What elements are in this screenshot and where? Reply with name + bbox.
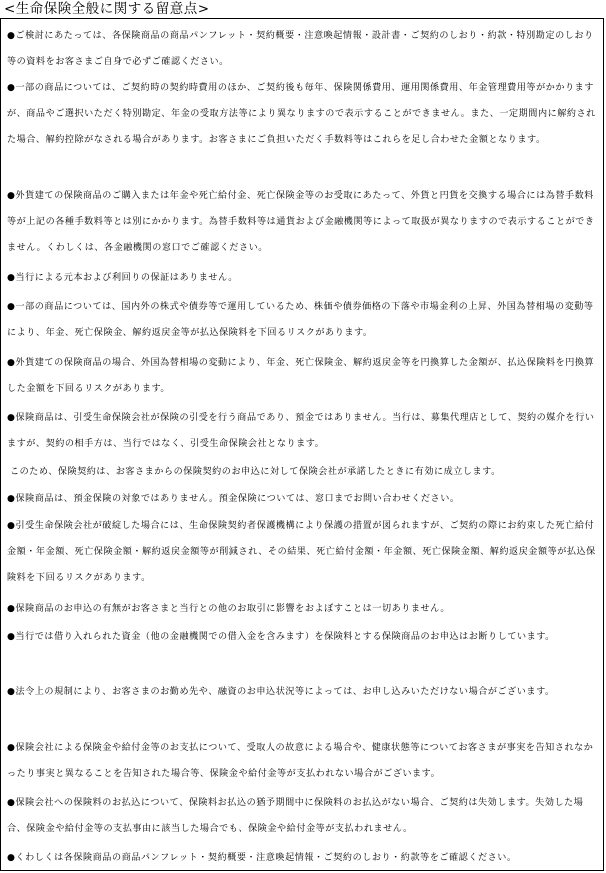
notice-item: [7, 735, 599, 787]
notice-text: このため、保険契約は、お客さまからの保険契約のお申込に対して保険会社が承諾したときに有効に成立します。: [10, 467, 501, 477]
bullet-icon: ●: [7, 302, 16, 312]
notice-text: 外貨建ての保険商品の場合、外国為替相場の変動により、年金、死亡保険金、解約返戻金等を円換算した金額が、払込保険料を円換算した金額を下回るリスクがあります。: [7, 358, 595, 394]
notice-text: 法令上の規制により、お客さまのお勤め先や、融資のお申込状況等によっては、お申し込みいただけない場合がございます。: [15, 687, 555, 697]
notice-item: [7, 845, 599, 871]
page-title: <生命保険全般に関する留意点>: [4, 1, 210, 17]
notice-item: [7, 679, 599, 705]
bullet-icon: ●: [7, 743, 16, 753]
notice-text: 一部の商品については、国内外の株式や債券等で運用しているため、株価や債券価格の下落や市場金利の上昇、外国為替相場の変動等により、年金、死亡保険金、解約返戻金等が払込保険料を下回るリスクがあります。: [7, 302, 594, 338]
bullet-icon: ●: [7, 604, 16, 614]
bullet-icon: ●: [7, 273, 16, 283]
bullet-icon: ●: [7, 494, 16, 504]
notice-item: [7, 350, 599, 402]
notice-text: 当行では借り入れられた資金（他の金融機関での借入金を含みます）を保険料とする保険商品のお申込はお断りしています。: [15, 632, 555, 642]
bullet-icon: ●: [7, 31, 16, 41]
notice-text: 保険会社への保険料のお払込について、保険料お払込の猶予期間中に保険料のお払込がない場合、ご契約は失効します。失効した場合、保険金や給付金等の支払事由に該当した場合でも、保険金や給付金等が支払われません。: [7, 798, 584, 834]
notice-text: 外貨建ての保険商品のご購入または年金や死亡給付金、死亡保険金等のお受取にあたって、外貨と円貨を交換する場合には為替手数料等が上記の各種手数料等とは別にかかります。為替手数料等は通貨および金融機関等によって取扱が異なりますので表示することができません。くわしくは、各金融機関の窓口でご確認ください。: [7, 191, 595, 253]
bullet-icon: ●: [7, 798, 16, 808]
notice-text: 当行による元本および利回りの保証はありません。: [15, 273, 238, 283]
bullet-icon: ●: [7, 853, 16, 863]
notice-item: [7, 405, 599, 457]
notice-item: [7, 513, 599, 591]
notice-text: 一部の商品については、ご契約時の契約時費用のほか、ご契約後も毎年、保険関係費用、運用関係費用、年金管理費用等がかかりますが、商品やご選択いただく特別勘定、年金の受取方法等により異なりますので表示することができません。また、一定期間内に解約された場合、解約控除がなされる場合があります。お客さまにご負担いただく手数料等はこれらを足し合わせた金額となります。: [7, 83, 596, 145]
notice-item: [7, 75, 599, 153]
notice-item: [7, 624, 599, 650]
notice-item: [7, 294, 599, 346]
bullet-icon: ●: [7, 83, 16, 93]
notice-text: くわしくは各保険商品の商品パンフレット・契約概要・注意喚起情報・ご契約のしおり・約款等をご確認ください。: [15, 853, 517, 863]
notice-text: 保険商品は、引受生命保険会社が保険の引受を行う商品であり、預金ではありません。当行は、募集代理店として、契約の媒介を行いますが、契約の相手方は、当行ではなく、引受生命保険会社となります。: [7, 413, 595, 449]
bullet-icon: ●: [7, 191, 16, 201]
notice-item: [7, 23, 599, 75]
notice-text: 保険会社による保険金や給付金等のお支払について、受取人の故意による場合や、健康状態等についてお客さまが事実を告知されなかったり事実と異なることを告知された場合等、保険金や給付金等が支払われない場合がございます。: [7, 743, 594, 779]
notice-text: 保険商品のお申込の有無がお客さまと当行との他のお取引に影響をおよぼすことは一切ありません。: [15, 604, 451, 614]
notice-text: 保険商品は、預金保険の対象ではありません。預金保険については、窓口までお問い合わせください。: [15, 494, 460, 504]
notice-text: ご検討にあたっては、各保険商品の商品パンフレット・契約概要・注意喚起情報・設計書・ご契約のしおり・約款・特別勘定のしおり等の資料をお客さまご自身で必ずご確認ください。: [7, 31, 594, 67]
notice-box: [0, 18, 604, 871]
bullet-icon: ●: [7, 358, 16, 368]
bullet-icon: ●: [7, 521, 16, 531]
notice-item: [7, 486, 599, 512]
notice-text: 引受生命保険会社が破綻した場合には、生命保険契約者保護機構により保護の措置が図られますが、ご契約の際にお約束した死亡給付金額・年金額、死亡保険金額・解約返戻金額等が削減され、その結果、死亡給付金額・年金額、死亡保険金額、解約返戻金額等が払込保険料を下回るリスクがあります。: [7, 521, 596, 583]
bullet-icon: ●: [7, 413, 16, 423]
notice-item: [7, 265, 599, 291]
notice-item: [7, 790, 599, 842]
bullet-icon: ●: [7, 632, 16, 642]
notice-item: [7, 596, 599, 622]
notice-item: [7, 183, 599, 261]
bullet-icon: ●: [7, 687, 16, 697]
notice-item: [10, 459, 602, 485]
